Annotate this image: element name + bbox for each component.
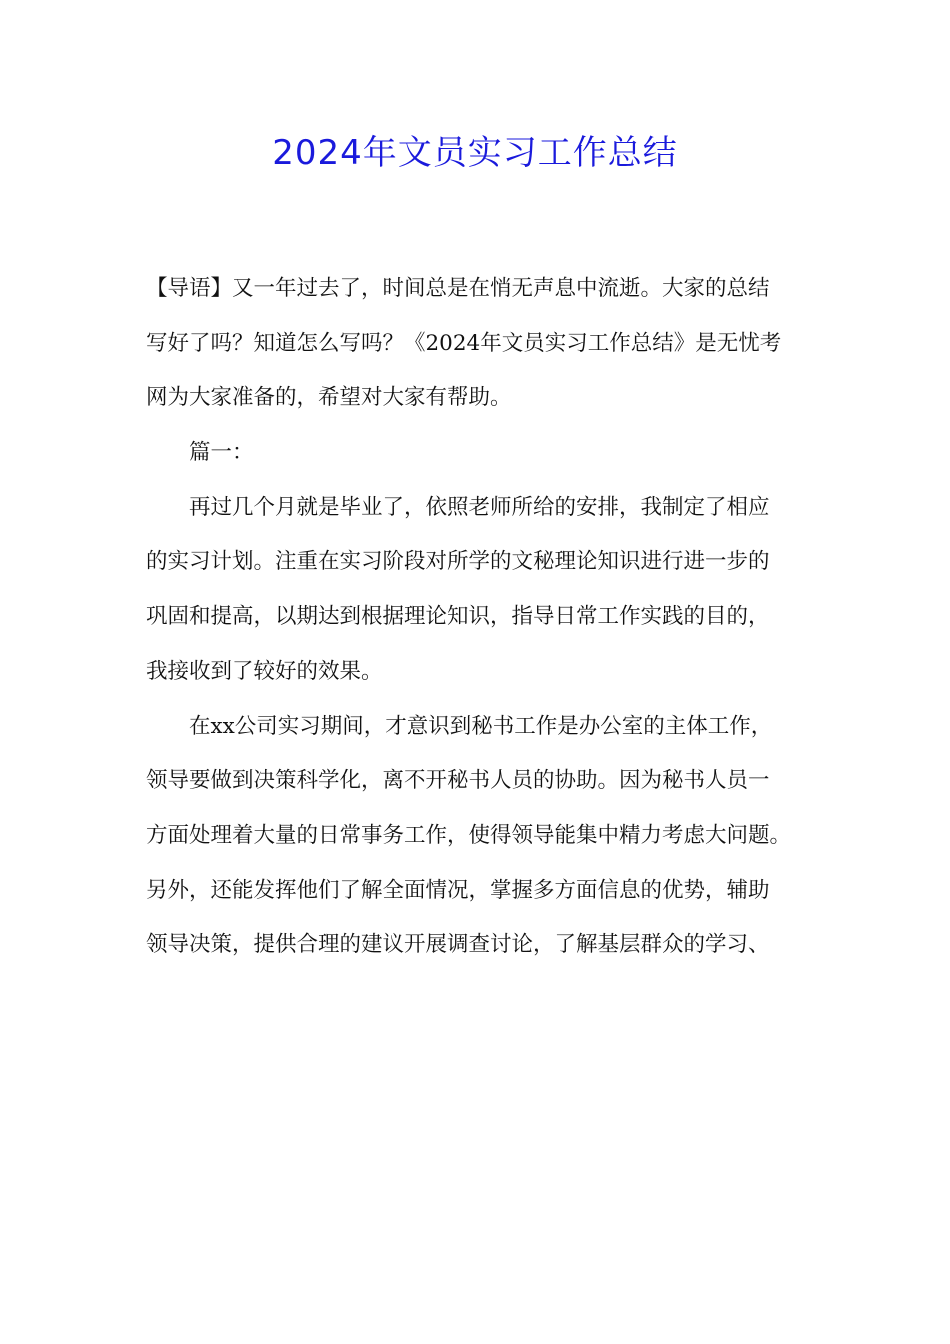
intro-line-1: 【导语】又一年过去了，时间总是在悄无声息中流逝。大家的总结 xyxy=(146,276,770,301)
paragraph-2-line-2: 领导要做到决策科学化，离不开秘书人员的协助。因为秘书人员一 xyxy=(146,768,770,794)
paragraph-1-line-2: 的实习计划。注重在实习阶段对所学的文秘理论知识进行进一步的 xyxy=(146,549,770,575)
paragraph-1-line-1: 再过几个月就是毕业了，依照老师所给的安排，我制定了相应 xyxy=(189,494,770,520)
paragraph-1-line-3: 巩固和提高，以期达到根据理论知识，指导日常工作实践的目的， xyxy=(146,604,770,630)
intro-line-2: 写好了吗？知道怎么写吗？《2024年文员实习工作总结》是无忧考 xyxy=(146,330,782,356)
paragraph-2-line-4: 另外，还能发挥他们了解全面情况，掌握多方面信息的优势，辅助 xyxy=(146,877,770,903)
paragraph-2-line-1: 在xx公司实习期间，才意识到秘书工作是办公室的主体工作， xyxy=(189,713,773,739)
paragraph-2-line-3: 方面处理着大量的日常事务工作，使得领导能集中精力考虑大问题。 xyxy=(146,822,792,848)
document-title: 2024年文员实习工作总结 xyxy=(272,133,678,173)
paragraph-1-line-4: 我接收到了较好的效果。 xyxy=(146,658,383,684)
intro-line-3: 网为大家准备的，希望对大家有帮助。 xyxy=(146,385,512,411)
document-body xyxy=(146,262,836,973)
paragraph-2-line-5: 领导决策，提供合理的建议开展调查讨论，了解基层群众的学习、 xyxy=(146,932,770,958)
section-heading: 篇一： xyxy=(189,440,254,466)
